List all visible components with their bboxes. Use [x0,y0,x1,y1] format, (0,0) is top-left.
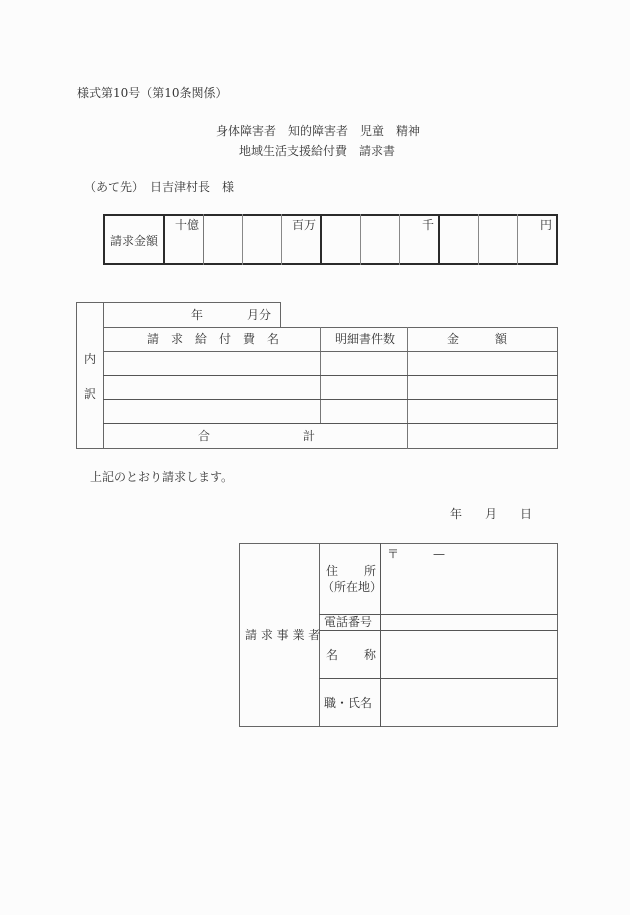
title-name-label: 職・氏名 [324,696,373,710]
header-statement-count: 明細書件数 [335,332,396,346]
total-label-left: 合 [198,429,211,443]
postal-mark: 〒 [387,547,400,561]
amount-digit-cell[interactable] [165,216,203,263]
amount-digit-cell[interactable] [479,216,517,263]
amount-digit-cell[interactable] [440,216,478,263]
row-1-amount-cell[interactable] [408,352,556,375]
breakdown-side-cell [76,302,104,449]
header-benefit-name: 請 求 給 付 費 名 [147,332,280,346]
row-3-amount-cell[interactable] [408,400,556,423]
name-label-a: 名 [326,648,339,662]
row-2-name-cell[interactable] [104,376,320,399]
date-day-label: 日 [520,507,533,521]
amount-digit-cell[interactable] [204,216,242,263]
phone-label: 電話番号 [324,615,373,629]
business-name-field[interactable] [381,631,557,678]
address-sublabel: （所在地） [322,580,383,594]
row-1-name-cell[interactable] [104,352,320,375]
phone-field[interactable] [381,615,557,630]
declaration-text: 上記のとおり請求します。 [90,470,234,484]
amount-digit-cell[interactable] [518,216,556,263]
total-label-right: 計 [303,429,316,443]
period-year-label: 年 [191,308,204,322]
form-number: 様式第10号（第10条関係） [77,86,228,100]
amount-digit-cell[interactable] [400,216,438,263]
postal-dash: — [433,547,445,561]
period-cell[interactable] [103,302,281,328]
name-label-b: 称 [364,648,377,662]
row-1-count-cell[interactable] [321,352,407,375]
title-name-field[interactable] [381,679,557,726]
breakdown-side-label-top: 内 [84,352,97,366]
header-amount: 金 額 [447,332,508,346]
row-3-name-cell[interactable] [104,400,320,423]
period-month-label: 月分 [247,308,272,322]
address-label-a: 住 [326,564,339,578]
breakdown-side-label-bottom: 訳 [84,387,97,401]
amount-digit-cell[interactable] [361,216,399,263]
date-month-label: 月 [485,507,498,521]
unit-label-million: 百万 [291,218,316,232]
unit-label-yen: 円 [539,218,552,232]
amount-label: 請求金額 [110,234,159,248]
total-amount-cell[interactable] [408,424,556,448]
address-field[interactable] [381,544,557,614]
title-line-1: 身体障害者 知的障害者 児童 精神 [216,124,421,138]
unit-label-thousand: 千 [421,218,434,232]
row-2-amount-cell[interactable] [408,376,556,399]
addressee: （あて先） 日吉津村長 様 [84,180,235,194]
unit-label-billion: 十億 [174,218,199,232]
amount-digit-cell[interactable] [282,216,320,263]
date-year-label: 年 [450,507,463,521]
address-label-b: 所 [364,564,377,578]
row-3-count-cell[interactable] [321,400,407,423]
title-line-2: 地域生活支援給付費 請求書 [239,144,396,158]
amount-digit-cell[interactable] [322,216,360,263]
row-2-count-cell[interactable] [321,376,407,399]
amount-digit-cell[interactable] [243,216,281,263]
claimant-side-label: 請 求 事 業 者 [245,628,321,642]
